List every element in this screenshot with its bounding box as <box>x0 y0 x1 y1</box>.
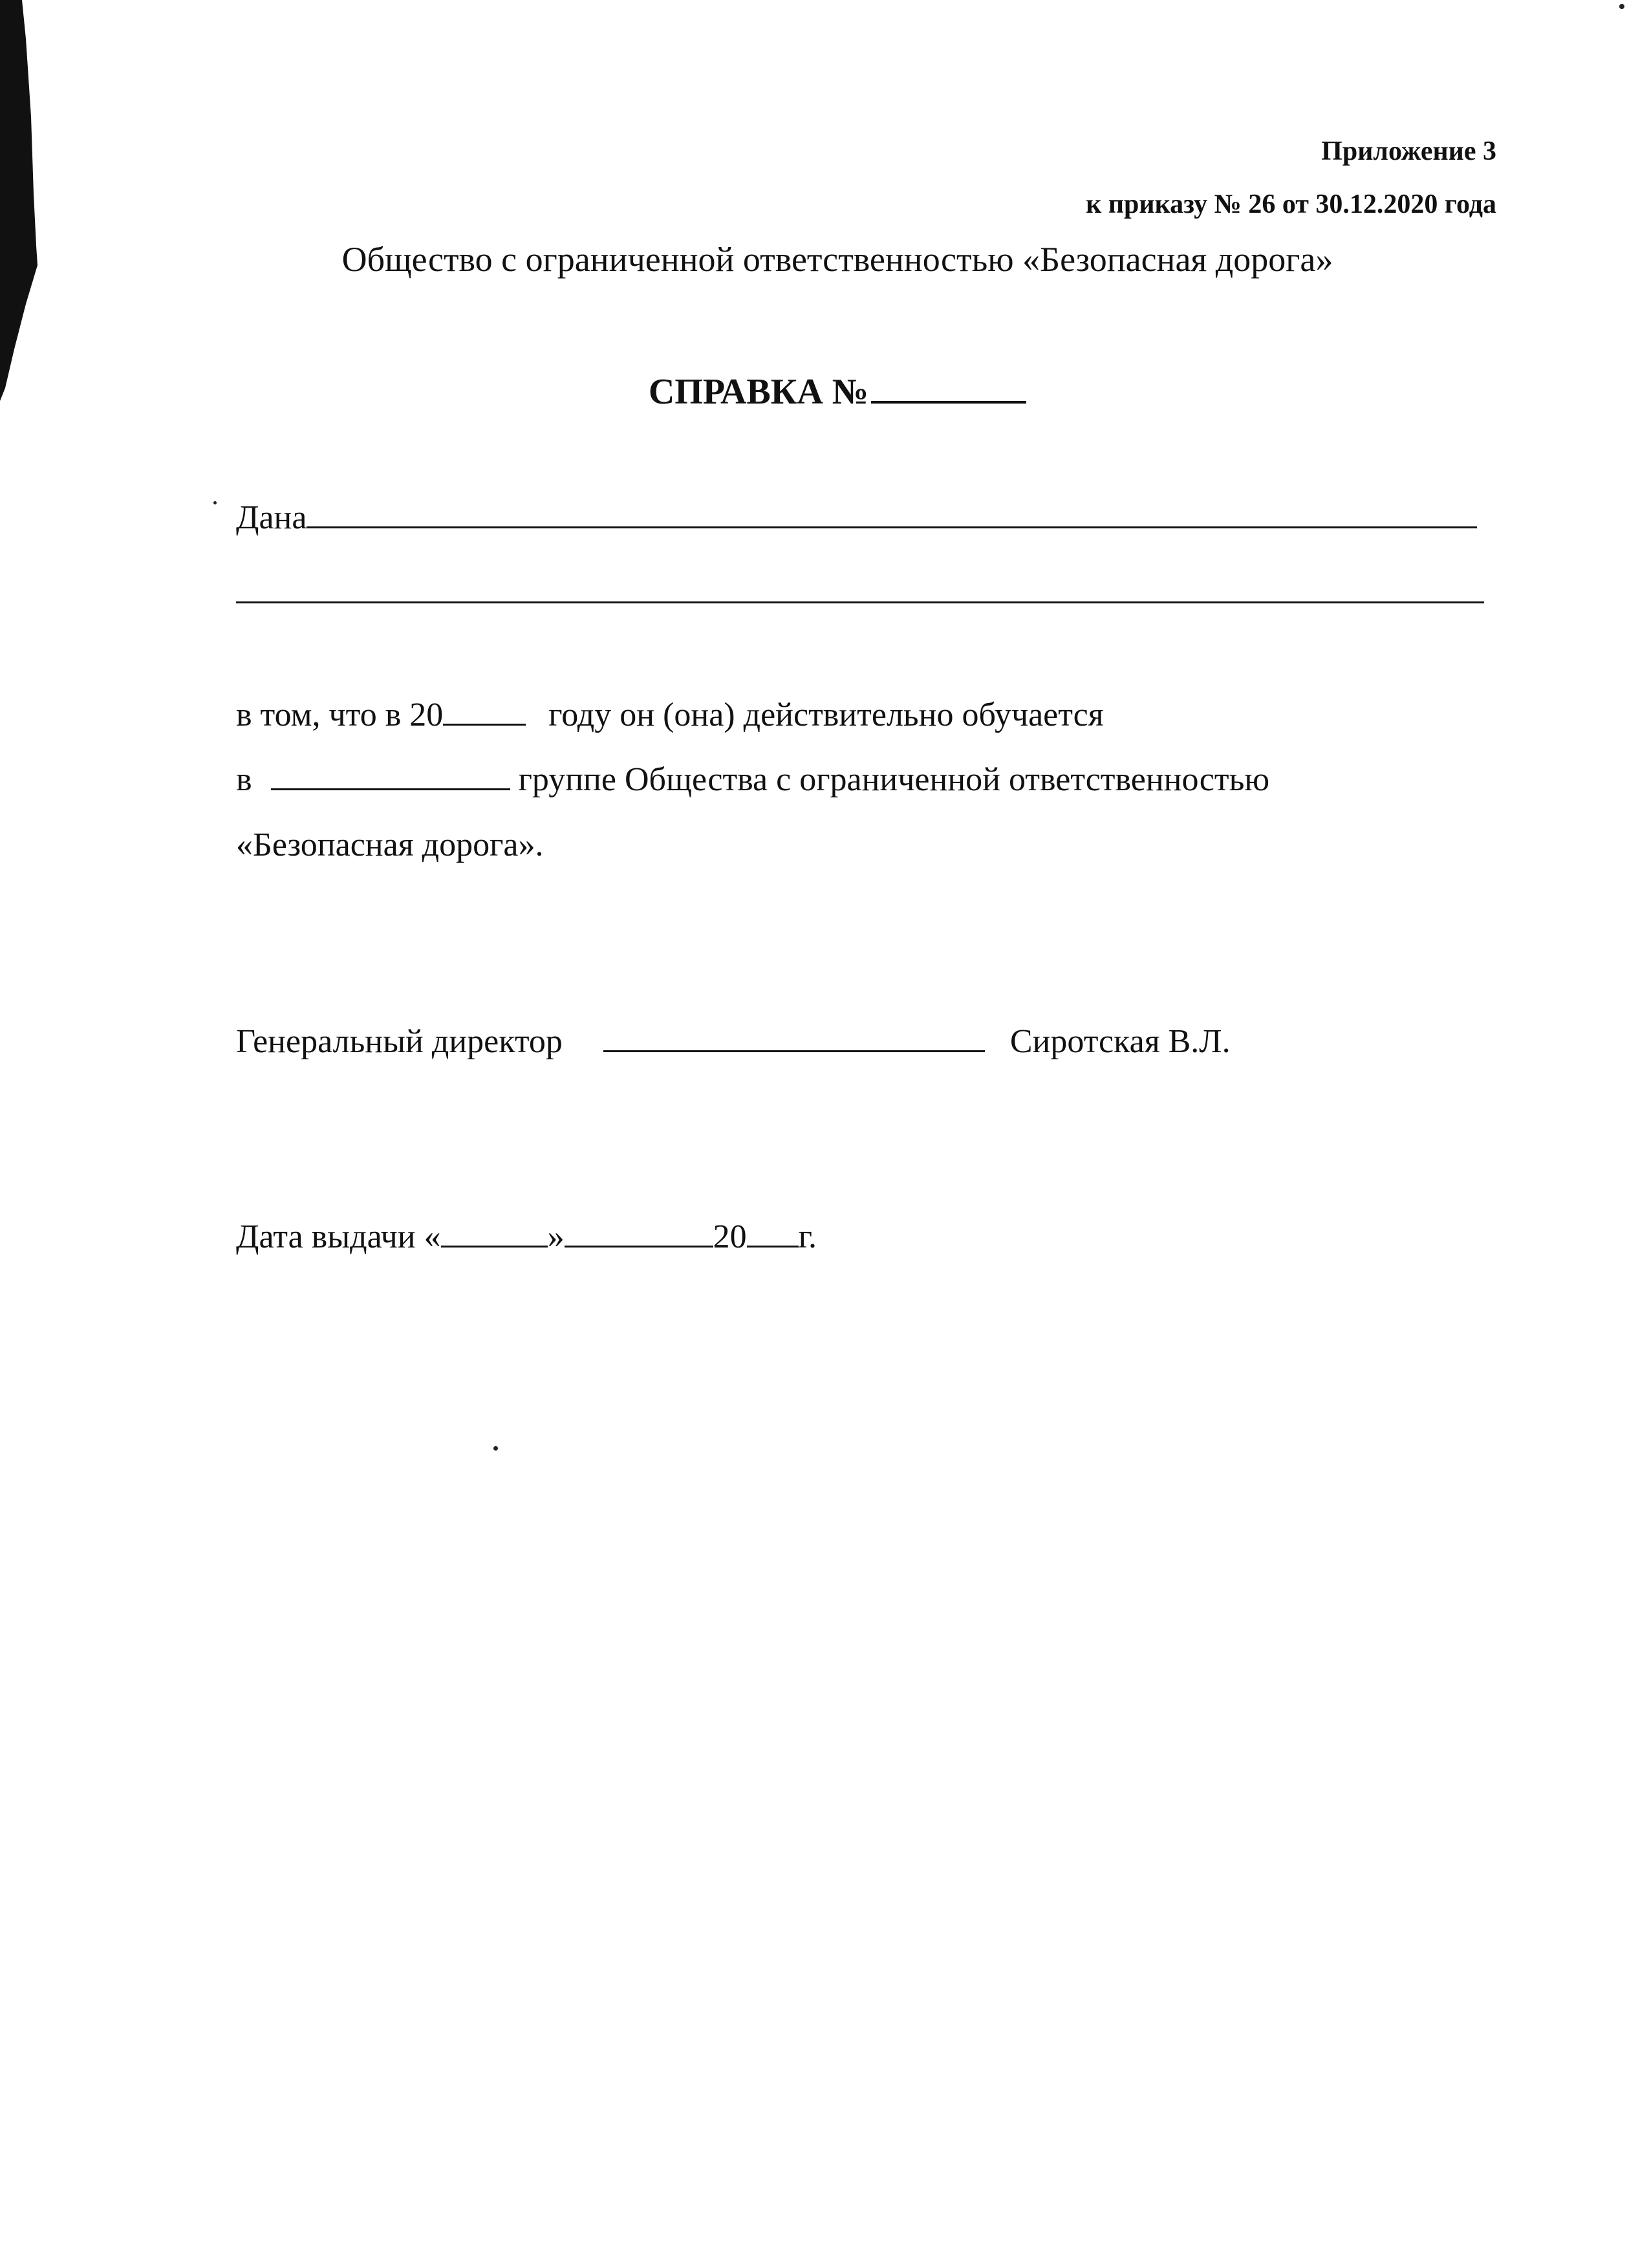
issue-year-suffix: г. <box>798 1218 817 1255</box>
order-reference: к приказу № 26 от 30.12.2020 года <box>1086 189 1496 219</box>
given-to-blank-second-line <box>236 601 1484 603</box>
certificate-title-text: СПРАВКА № <box>648 372 869 412</box>
organization-name: Общество с ограниченной ответственностью «Безопасная дорога» <box>341 240 1333 279</box>
appendix-note <box>1086 135 1496 221</box>
given-to-blank <box>307 498 1477 528</box>
appendix-label: Приложение 3 <box>1321 136 1496 166</box>
group-suffix: группе Общества с ограниченной ответственностью <box>518 761 1270 798</box>
signature-blank <box>603 1022 985 1052</box>
issue-date-label: Дата выдачи « <box>236 1218 441 1255</box>
organization-row <box>236 826 544 864</box>
organization-short: «Безопасная дорога». <box>236 826 544 863</box>
issue-date-quote-close: » <box>547 1218 565 1255</box>
scan-speck <box>213 501 217 504</box>
issue-date-row <box>236 1217 817 1256</box>
group-row <box>236 760 1269 799</box>
certificate-number-blank <box>871 369 1026 404</box>
signatory-name: Сиротская В.Л. <box>1009 1023 1231 1060</box>
signatory-position: Генеральный директор <box>236 1023 563 1060</box>
issue-year-blank <box>747 1217 799 1247</box>
study-year-suffix: году он (она) действительно обучается <box>548 697 1104 733</box>
issue-year-prefix: 20 <box>713 1218 747 1255</box>
study-year-row <box>236 695 1104 734</box>
group-prefix: в <box>236 761 252 798</box>
scan-speck <box>493 1446 498 1451</box>
study-year-prefix: в том, что в 20 <box>236 697 444 733</box>
given-to-label: Дана <box>236 499 307 536</box>
group-blank <box>271 760 510 790</box>
given-to-row <box>236 498 1477 537</box>
issue-month-blank <box>565 1217 713 1247</box>
signature-row <box>236 1022 1231 1061</box>
issue-day-blank <box>441 1217 548 1247</box>
study-year-blank <box>443 695 526 726</box>
scan-speck <box>1619 4 1624 9</box>
scan-edge-artifact <box>0 0 45 401</box>
certificate-title <box>0 369 1649 413</box>
